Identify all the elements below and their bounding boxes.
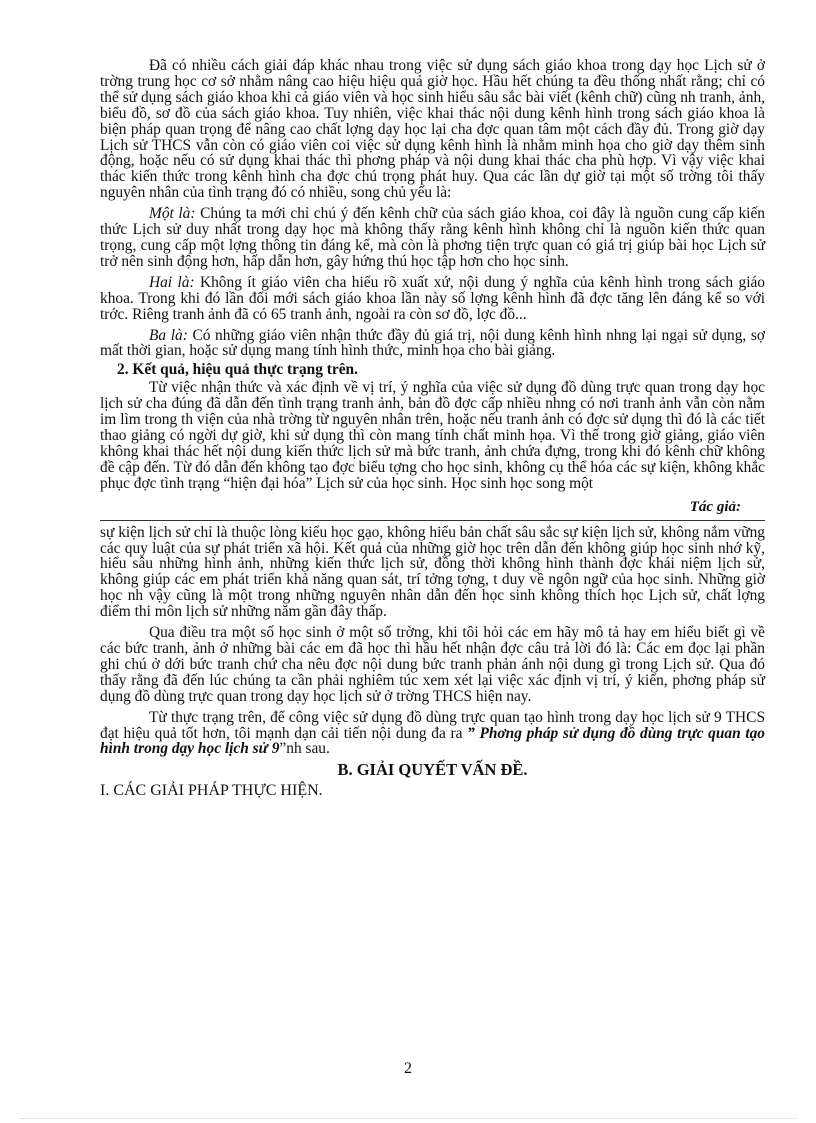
reason-one-text: Chúng ta mới chỉ chú ý đến kênh chữ của sách giáo khoa, coi đây là nguồn cung cấp kiến thức Lịch sử duy nhất trong dạy học mà không thấy rằng kênh hình không chỉ là nguồn kiến thức quan trọng, cung cấp một lợng thông tin đáng kể, mà còn là phơng tiện trực quan có giá trị giúp bài học Lịch sử trở nên sinh động hơn, hấp dẫn hơn, gây hứng thú học tập hơn cho học sinh. (100, 205, 765, 270)
heading-results: 2. Kết quả, hiệu quả thực trạng trên. (117, 361, 358, 379)
reason-three-text: Có những giáo viên nhận thức đầy đủ giá trị, nội dung kênh hình nhng lại ngại sử dụng, sợ mất thời gian, hoặc sử dụng mang tính hình thức, minh họa cho bài giảng. (100, 326, 765, 360)
document-body (100, 58, 765, 801)
author-label: Tác giả: (689, 498, 741, 515)
paragraph-continuation: sự kiện lịch sử chỉ là thuộc lòng kiểu học gạo, không hiểu bản chất sâu sắc sự kiện lịch sử, không nắm vững các quy luật của sự phát triển xã hội. Kết quả của những giờ học trên dẫn đến không giúp học sinh nhớ kỹ, hiểu sâu những hình ảnh, những kiến thức lịch sử, đồng thời không hình thành đợc khái niệm lịch sử, không giúp các em phát triển khả năng quan sát, trí tởng tợng, t duy về ngôn ngữ của học sinh. Những giờ học nh vậy cũng là một trong những nguyên nhân dẫn đến học sinh không thích học Lịch sử, chất lợng điểm thi môn lịch sử những năm gần đây thấp. (100, 523, 765, 621)
reason-one-label: Một là: (149, 205, 196, 223)
paragraph-reason-one (100, 206, 765, 270)
section-b-subtitle: I. CÁC GIẢI PHÁP THỰC HIỆN. (100, 782, 323, 800)
paragraph-reason-two (100, 275, 765, 323)
paragraph-results: Từ việc nhận thức và xác định về vị trí, ý nghĩa của việc sử dụng đồ dùng trực quan trong dạy học lịch sử cha đúng đã dẫn đến tình trạng tranh ảnh, bản đồ đợc cấp nhiều nhng có nơi tranh ảnh vẫn còn nằm im lìm trong th viện của nhà trờng từ nguyên nhân trên, hoặc nếu tranh ảnh có đợc sử dụng thì đó là các tiết thao giảng có ngời dự giờ, khi sử dụng thì còn mang tính chất minh họa. Vì thế trong giờ giảng, giáo viên không khai thác hết nội dung kiến thức lịch sử mà bức tranh, ảnh chứa đựng, trong khi đó kênh chữ không đề cập đến. Từ đó dẫn đến không tạo đợc biểu tợng cho học sinh, không cụ thể hóa các sự kiện, không khắc phục đợc tình trạng “hiện đại hóa” Lịch sử của học sinh. Học sinh học song một (100, 379, 765, 492)
paragraph-proposal (100, 710, 765, 758)
paragraph-survey: Qua điều tra một số học sinh ở một số trờng, khi tôi hỏi các em hãy mô tả hay em hiểu biết gì về các bức tranh, ảnh ở những bài các em đã học thì hầu hết nhận đợc câu trả lời đó là: Các em đọc lại phần ghi chú ở dới bức tranh chứ cha nêu đợc nội dung bức tranh phản ánh nội dung gì trong Lịch sử. Qua đó thấy rằng đã đến lúc chúng ta cần phải nghiêm túc xem xét lại việc xác định vị trí, ý kiến, phơng pháp sử dụng đồ dùng trực quan trong dạy học lịch sử ở trờng THCS hiện nay. (100, 624, 765, 705)
reason-three-label: Ba là: (149, 326, 188, 344)
reason-two-label: Hai là: (149, 273, 195, 291)
proposal-end: ”nh sau. (279, 740, 330, 758)
page-number: 2 (404, 1060, 412, 1077)
bottom-dotted-line (20, 1118, 796, 1119)
proposal-title: ” Phơng pháp sử dụng đồ dùng trực quan tạo hình trong dạy học lịch sử 9 (100, 724, 765, 758)
reason-two-text: Không ít giáo viên cha hiểu rõ xuất xứ, nội dung ý nghĩa của kênh hình trong sách giáo khoa. Trong khi đó lần đổi mới sách giáo khoa lần này số lợng kênh hình đã đợc tăng lên đáng kể so với trớc. Riêng tranh ảnh đã có 65 tranh ảnh, ngoài ra còn sơ đồ, lợc đồ... (100, 273, 765, 323)
paragraph-reason-three (100, 328, 765, 360)
footer-divider (100, 520, 765, 521)
section-b-title: B. GIẢI QUYẾT VẤN ĐỀ. (337, 760, 528, 780)
paragraph-intro: Đã có nhiều cách giải đáp khác nhau trong việc sử dụng sách giáo khoa trong dạy học Lịch sử ở trờng trung học cơ sở nhằm nâng cao hiệu hiệu quả giờ học. Hầu hết chúng ta đều thống nhất rằng; chỉ có thể sử dụng sách giáo khoa khi cả giáo viên và học sinh hiểu sâu sắc bài viết (kênh chữ) cũng nh tranh, ảnh, biểu đồ, sơ đồ của sách giáo khoa. Tuy nhiên, việc khai thác nội dung kênh hình trong sách giáo khoa là biện pháp quan trọng để nâng cao chất lợng dạy học lại cha đợc quan tâm một cách đầy đủ. Trong giờ dạy Lịch sử THCS vẫn còn có giáo viên coi việc sử dụng kênh hình là nhằm minh họa cho giờ dạy thêm sinh động, hoặc nếu có sử dụng khai thác thì phơng pháp và nội dung khai thác cha phù hợp. Vì vậy việc khai thác kiến thức trong kênh hình cha đợc chú trọng phát huy. Qua các lần dự giờ tại một số trờng tôi thấy nguyên nhân của tình trạng đó có nhiều, song chủ yếu là: (100, 57, 765, 202)
proposal-text: Từ thực trạng trên, để công việc sử dụng đồ dùng trực quan tạo hình trong dạy học lịch sử 9 THCS đạt hiệu quả tốt hơn, tôi mạnh dạn cải tiến nội dung đa ra (100, 708, 765, 742)
